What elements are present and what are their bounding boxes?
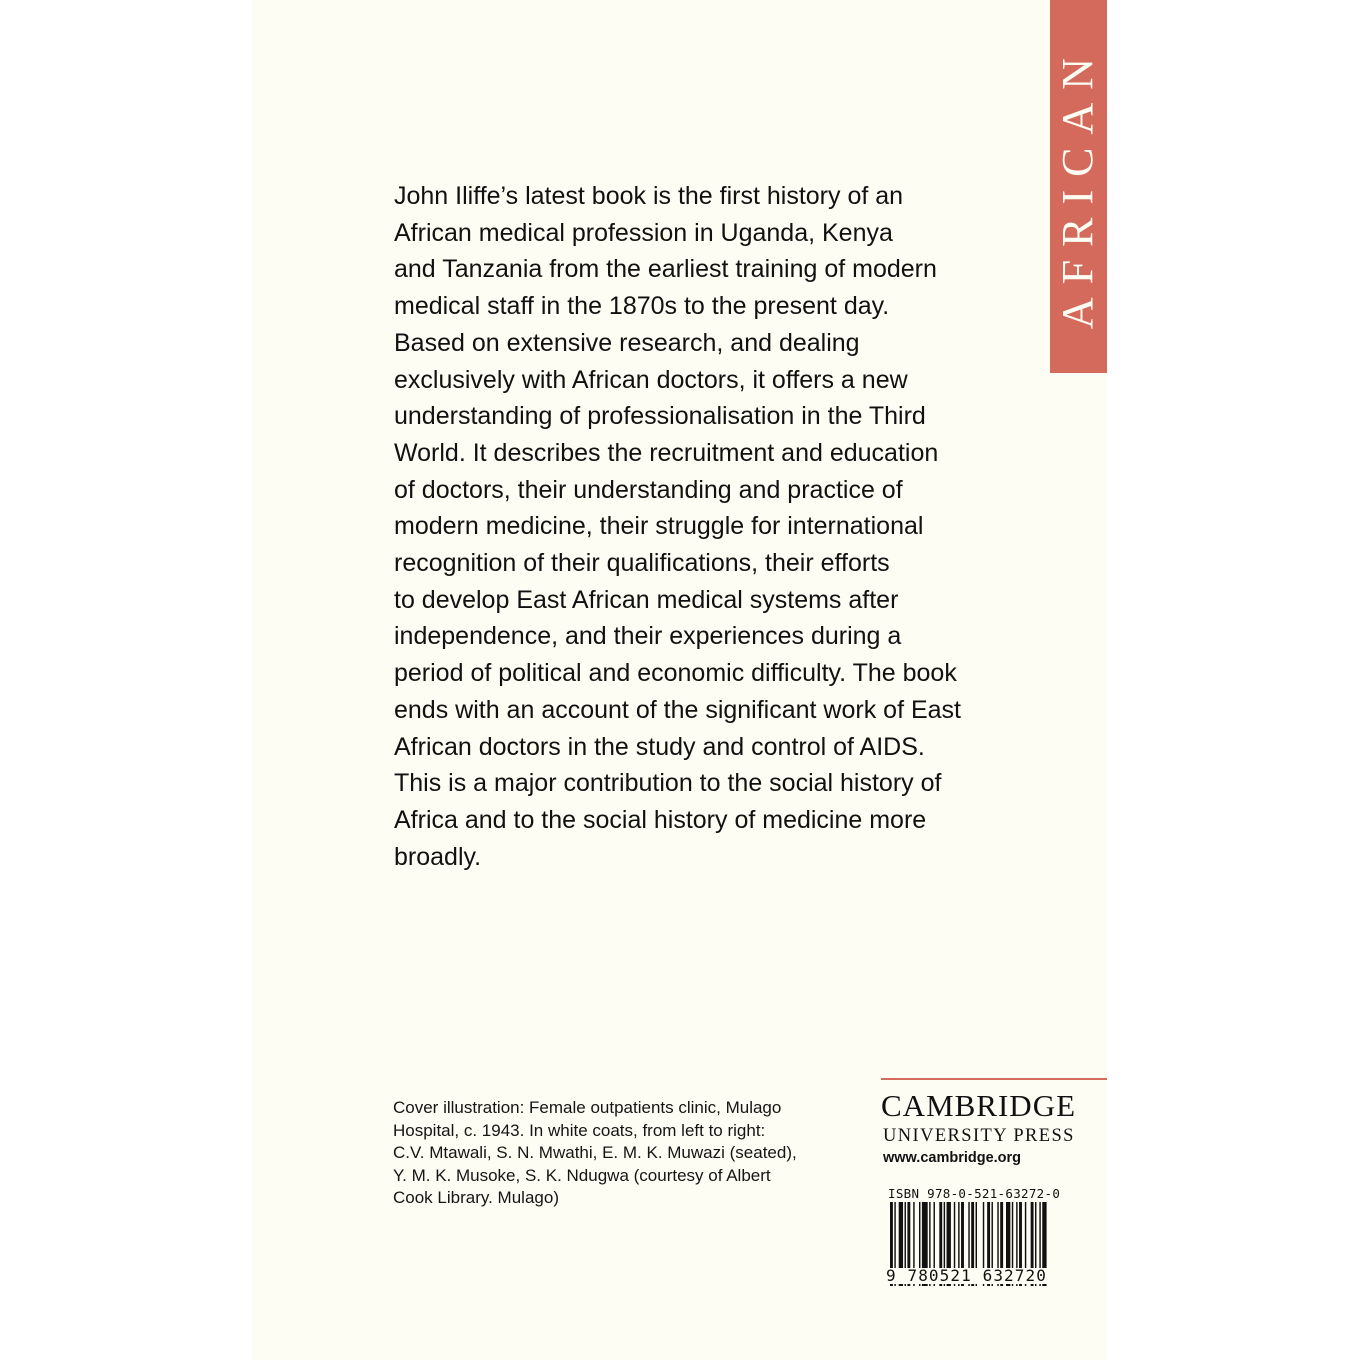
isbn-text: ISBN 978-0-521-63272-0: [888, 1186, 1061, 1201]
description-line: ends with an account of the significant work of East: [394, 695, 961, 724]
description-line: broadly.: [394, 842, 482, 871]
description-line: of doctors, their understanding and practice of: [394, 475, 903, 504]
book-description: [394, 178, 1006, 875]
description-line: understanding of professionalisation in the Third: [394, 402, 926, 431]
description-line: Africa and to the social history of medicine more: [394, 805, 927, 834]
description-line: exclusively with African doctors, it offers a new: [394, 365, 908, 394]
description-line: African medical profession in Uganda, Kenya: [394, 218, 893, 247]
credit-line: Hospital, c. 1943. In white coats, from left to right:: [393, 1120, 766, 1140]
credit-line: Y. M. K. Musoke, S. K. Ndugwa (courtesy of Albert: [393, 1165, 771, 1185]
cover-illustration-credit: [393, 1097, 843, 1210]
publisher-logo-subtitle: UNIVERSITY PRESS: [883, 1126, 1075, 1146]
publisher-divider: [881, 1078, 1107, 1080]
credit-line: Cover illustration: Female outpatients clinic, Mulago: [393, 1098, 782, 1117]
description-line: independence, and their experiences during a: [394, 622, 902, 651]
description-line: African doctors in the study and control of AIDS.: [394, 732, 925, 761]
description-line: Based on extensive research, and dealing: [394, 328, 860, 357]
description-line: This is a major contribution to the social history of: [394, 769, 942, 798]
description-line: medical staff in the 1870s to the present day.: [394, 292, 890, 321]
credit-line: Cook Library. Mulago): [393, 1188, 559, 1207]
description-line: recognition of their qualifications, their efforts: [394, 549, 890, 578]
description-line: World. It describes the recruitment and education: [394, 438, 939, 467]
publisher-url: www.cambridge.org: [883, 1150, 1022, 1166]
credit-line: C.V. Mtawali, S. N. Mwathi, E. M. K. Muwazi (seated),: [393, 1143, 797, 1162]
description-line: John Iliffe’s latest book is the first history of an: [394, 182, 904, 210]
publisher-logo-name: CAMBRIDGE: [881, 1088, 1077, 1123]
description-line: to develop East African medical systems after: [394, 585, 899, 614]
series-label: AFRICAN: [1053, 44, 1102, 330]
barcode-digits: 9 780521 632720: [886, 1266, 1047, 1285]
description-line: and Tanzania from the earliest training of modern: [394, 255, 937, 284]
description-line: period of political and economic difficulty. The book: [394, 659, 957, 688]
description-line: modern medicine, their struggle for international: [394, 512, 924, 541]
